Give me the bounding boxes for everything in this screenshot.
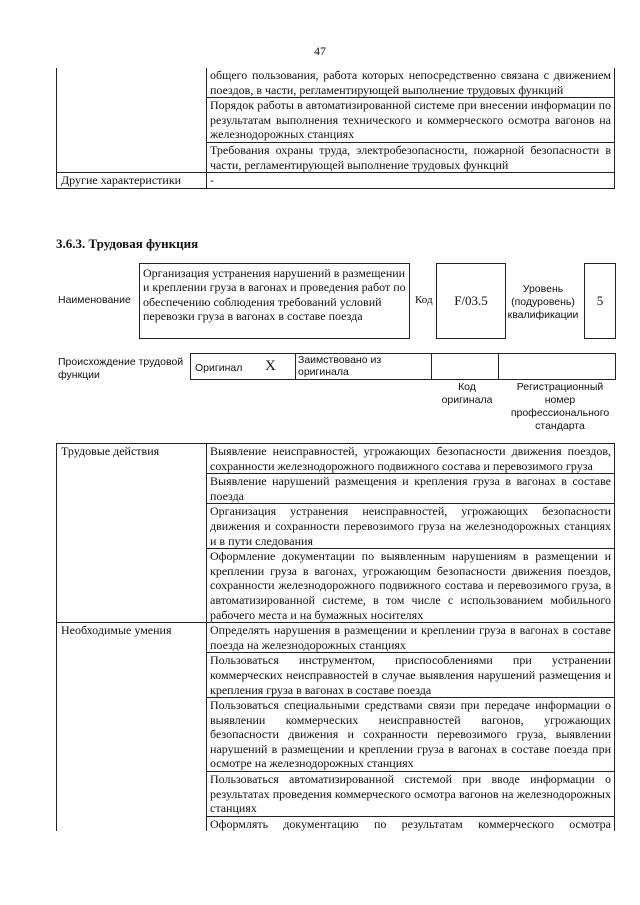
skill-item: Определять нарушения в размещении и креплении груза в вагонах в составе поезда на железнодорожных станциях <box>207 623 615 653</box>
other-characteristics-value: - <box>207 173 615 189</box>
skill-item: Пользоваться автоматизированной системой при вводе информации о результатах проведения коммерческого осмотра вагонов на железнодорожных станциях <box>207 772 615 817</box>
origin-reg-number-cell <box>499 354 615 379</box>
code-value-box: F/03.5 <box>436 263 506 339</box>
other-characteristics-label: Другие характеристики <box>57 173 207 189</box>
top-table-row: Порядок работы в автоматизированной системе при внесении информации по результатам выполнения технического и коммерческого осмотра вагонов на железнодорожных станциях <box>207 98 615 143</box>
labor-actions-label: Трудовые действия <box>57 444 207 623</box>
top-table-row: Требования охраны труда, электробезопасности, пожарной безопасности в части, регламентирующей выполнение трудовых функций <box>207 142 615 172</box>
code-label: Код <box>415 294 433 306</box>
origin-borrowed-label: Заимствовано из оригинала <box>296 354 432 379</box>
top-table <box>56 68 615 189</box>
skill-item: Пользоваться инструментом, приспособлениями при устранении коммерческих неисправностей в случае выявления нарушений размещения и крепления груза в вагонах в составе поезда <box>207 653 615 698</box>
origin-row <box>190 353 616 380</box>
labor-action-item: Оформление документации по выявленным нарушениям в размещении и креплении груза в вагонах, угрожающим безопасности движения поездов, сохранности железнодорожного подвижного состава и перевозимого груза, в автоматизированной системе, в том числе с использованием мобильного рабочего места и на бумажных носителях <box>207 549 615 623</box>
qualification-level-box: 5 <box>584 263 616 339</box>
function-name-box: Организация устранения нарушений в размещении и креплении груза в вагонах и проведения работ по обеспечению соблюдения требований условий перевозки груза в вагонах в составе поезда <box>139 263 410 339</box>
origin-original-label: Оригинал <box>195 362 243 374</box>
origin-label: Происхождение трудовой функции <box>58 356 184 381</box>
section-title: 3.6.3. Трудовая функция <box>56 236 199 251</box>
qualification-level-label: Уровень (подуровень) квалификации <box>507 283 579 321</box>
skill-item: Оформлять документацию по результатам коммерческого осмотра <box>207 816 615 831</box>
top-table-label-cell <box>57 68 207 173</box>
page-number: 47 <box>314 44 326 58</box>
reg-number-caption: Регистрационный номер профессионального стандарта <box>510 381 610 432</box>
labor-action-item: Организация устранения неисправностей, угрожающих безопасности движения и сохранности перевозимого груза на железнодорожных станциях и в пути следования <box>207 504 615 549</box>
labor-action-item: Выявление нарушений размещения и крепления груза в вагонах в составе поезда <box>207 474 615 504</box>
labor-action-item: Выявление неисправностей, угрожающих безопасности движения поездов, сохранности железнодорожного подвижного состава и перевозимого груза <box>207 444 615 474</box>
naming-label: Наименование <box>58 294 131 306</box>
top-table-row: общего пользования, работа которых непосредственно связана с движением поездов, в части, регламентирующей выполнение трудовых функций <box>207 68 615 98</box>
origin-original-cell <box>191 354 296 379</box>
code-original-caption: Код оригинала <box>441 381 493 406</box>
skills-label: Необходимые умения <box>57 623 207 832</box>
origin-code-cell <box>432 354 499 379</box>
main-table <box>56 443 615 831</box>
origin-original-mark: X <box>265 358 276 374</box>
skill-item: Пользоваться специальными средствами связи при передаче информации о выявлении коммерческих неисправностей вагонов, угрожающих безопасности движения и сохранности перевозимого груза, выявлении нарушений в размещении и креплении груза в вагонах в составе поезда при осмотре на железнодорожных станциях <box>207 698 615 772</box>
